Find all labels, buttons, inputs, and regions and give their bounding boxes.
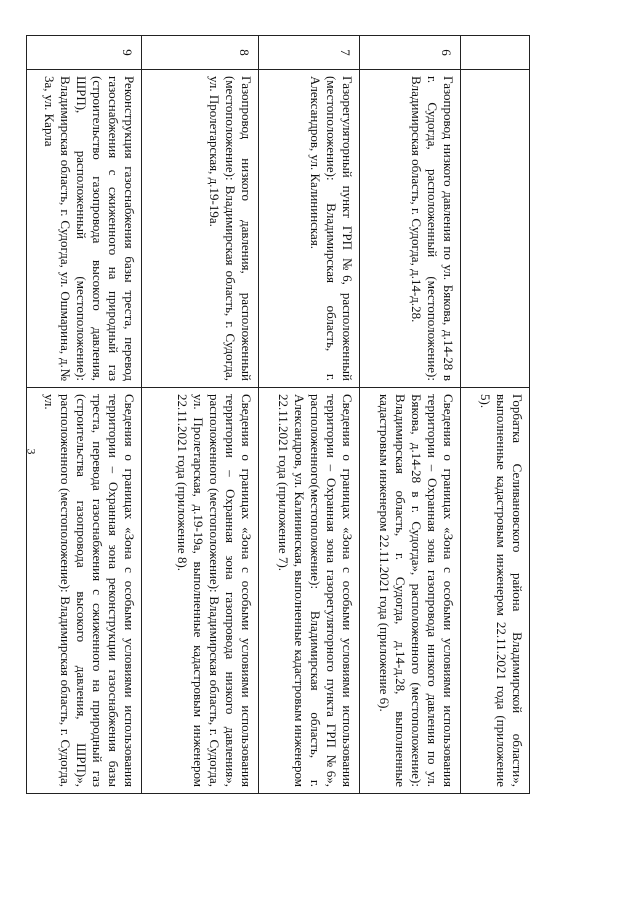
row-number-cell: 7 (259, 36, 360, 70)
boundaries-table (26, 35, 530, 794)
info-cell: Сведения о границах «Зона с особыми условиями использования территории – Охранная зона газорегуляторного пункта ГРП №6», расположенного(местоположение): Владимирская область, г. Александров, ул. Калининская, выполненные кадастровым инженером 22.11.2021 года (приложение 7). (259, 388, 360, 794)
table-row (360, 36, 461, 794)
info-cell: Сведения о границах «Зона с особыми условиями использования территории – Охранная зона реконструкции газоснабжения базы треста, перевода газоснабжения с сжиженного на природный газ (строительства газопровода высокого давления, ШРП)», расположенного (местоположение): Владимирская область, г. Судогда, ул. (27, 388, 142, 794)
rotated-table-container (44, 35, 530, 793)
object-cell: Газорегуляторный пункт ГРП №6, расположенный (местоположение): Владимирская область, г. Александров, ул. Калининская. (259, 70, 360, 388)
table-row (27, 36, 142, 794)
object-cell: Газопровод низкого давления, расположенный (местоположение): Владимирская область, г. Судогда, ул. Пролетарская, д.19-19а. (142, 70, 259, 388)
object-cell: Газопровод низкого давления по ул. Бякова, д.14-28 в г. Судогда, расположенный (местоположение): Владимирская область, г. Судогда, д.14-д.28. (360, 70, 461, 388)
table-row (259, 36, 360, 794)
object-cell (461, 70, 530, 388)
row-number-cell: 6 (360, 36, 461, 70)
info-cell: Сведения о границах «Зона с особыми условиями использования территории – Охранная зона газопровода низкого давления», расположенного (местоположение): Владимирская область, г. Судогда, ул. Пролетарская, д.19-19а, выполненные кадастровым инженером 22.11.2021 года (приложение 8). (142, 388, 259, 794)
page-number: 3 (24, 448, 39, 455)
row-number-cell: 8 (142, 36, 259, 70)
object-cell: Реконструкция газоснабжения базы треста, перевод газоснабжения с сжиженного на природный газ (строительство газопровода высокого давления, ШРП), расположенный (местоположение): Владимирская область, г. Судогда, ул. Ошмарина, д.№ 3а, ул. Карла (27, 70, 142, 388)
table-row (142, 36, 259, 794)
info-cell: Сведения о границах «Зона с особыми условиями использования территории – Охранная зона газопровода низкого давления по ул. Бякова, д.14-28 в г. Судогда», расположенного (местоположение): Владимирская область, г. Судогда, д.14-д.28, выполненные кадастровым инженером 22.11.2021 года (приложение 6). (360, 388, 461, 794)
row-number-cell (461, 36, 530, 70)
row-number-cell: 9 (27, 36, 142, 70)
info-cell: Горбатка Селивановского района Владимирской области», выполненные кадастровым инженером 22.11.2021 года (приложение 5). (461, 388, 530, 794)
table-row (461, 36, 530, 794)
